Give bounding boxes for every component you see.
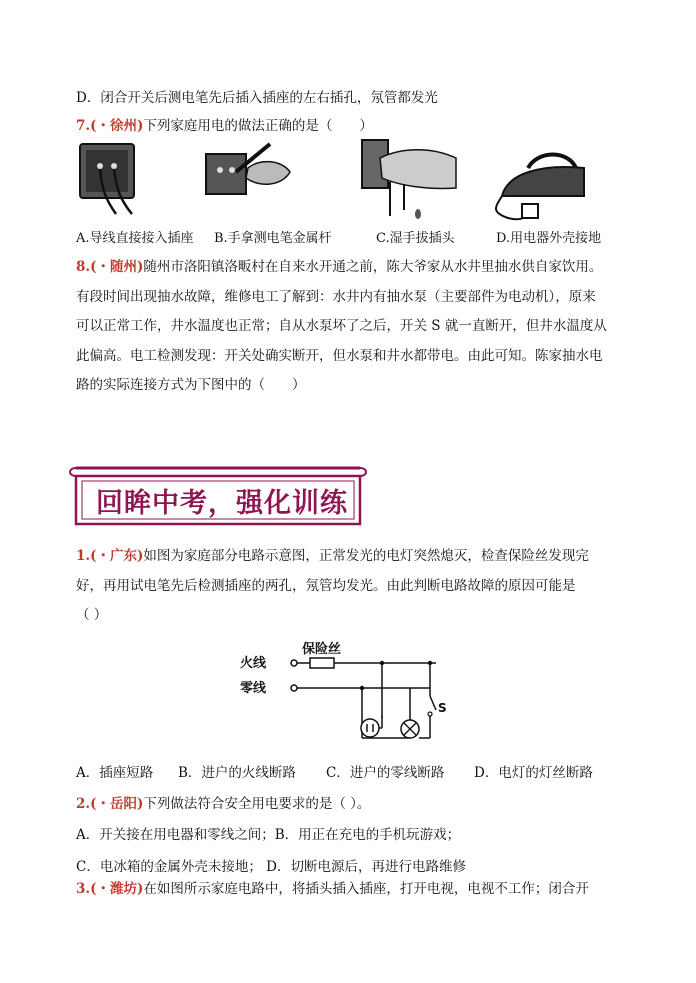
question-source: (・徐州) [90,118,144,134]
question-7 [76,116,373,136]
exam-q1-option-b: B．进户的火线断路 [178,765,296,781]
exam-q2-options-line-1: A．开关接在用电器和零线之间；B．用正在充电的手机玩游戏； [76,827,461,843]
q7-option-c: C.湿手拔插头 [376,231,455,246]
question-number: 3. [76,881,91,897]
circuit-diagram [240,636,460,746]
question-8-line-1 [76,257,602,277]
question-number: 8. [76,259,91,275]
section-banner-title: 回眸中考，强化训练 [96,488,348,519]
question-8-line-2: 有段时间出现抽水故障，维修电工了解到：水井内有抽水泵（主要部件为电动机），原来 [76,289,596,305]
hand-test-pen-picture [200,138,296,202]
question-8-line-3: 可以正常工作，井水温度也正常；自从水泵坏了之后，开关 S 就一直断开，但井水温度从 [76,318,607,334]
exam-q1-options [76,763,593,783]
exam-q1-option-d: D．电灯的灯丝断路 [474,765,593,781]
exam-question-3 [76,879,589,899]
exam-q1-option-c: C．进户的零线断路 [326,765,445,781]
exam-question-1-line-2: 好，再用试电笔先后检测插座的两孔，氖管均发光。由此判断电路故障的原因可能是 [76,578,576,594]
live-wire-label: 火线 [240,656,267,671]
question-number: 2. [76,796,91,812]
switch-label: S [438,701,447,715]
exam-q1-option-a: A．插座短路 [76,765,154,781]
exam-question-2 [76,794,370,814]
fuse-element [310,658,334,668]
exam-q2-options-line-2: C．电冰箱的金属外壳未接地； D．切断电源后，再进行电路维修 [76,859,466,875]
question-text: 随州市洛阳镇洛畈村在自来水开通之前，陈大爷家从水井里抽水供自家饮用。 [143,259,603,275]
exam-question-1-line-3: （ ） [76,607,108,623]
fuse-label: 保险丝 [302,642,342,657]
socket-symbol [361,719,379,737]
iron-grounded-picture [488,146,588,226]
socket-wires-picture [76,140,144,222]
q7-option-a: A.导线直接接入插座 [76,231,194,246]
exam-question-1-line-1 [76,546,589,566]
question-8-line-5: 路的实际连接方式为下图中的（ ） [76,377,306,393]
neutral-wire-label: 零线 [240,681,267,696]
question-number: 1. [76,548,91,564]
wet-hand-plug-picture [360,138,460,222]
q6-option-d: D．闭合开关后测电笔先后插入插座的左右插孔，氖管都发光 [76,90,438,106]
q7-option-b: B.手拿测电笔金属杆 [214,231,332,246]
question-stem: 下列做法符合安全用电要求的是（ ）。 [143,796,371,812]
question-text: 如图为家庭部分电路示意图，正常发光的电灯突然熄灭，检查保险丝发现完 [143,548,589,564]
question-number: 7. [76,118,91,134]
question-stem: 在如图所示家庭电路中，将插头插入插座，打开电视，电视不工作；闭合开 [143,881,589,897]
question-stem: 下列家庭用电的做法正确的是（ ） [143,118,373,134]
question-source: (・广东) [90,548,144,564]
question-source: (・潍坊) [90,881,144,897]
question-8-line-4: 此偏高。电工检测发现：开关处确实断开，但水泵和井水都带电。由此可知。陈家抽水电 [76,348,603,364]
question-source: (・随州) [90,259,144,275]
q7-option-d: D.用电器外壳接地 [496,231,602,246]
question-source: (・岳阳) [90,796,144,812]
